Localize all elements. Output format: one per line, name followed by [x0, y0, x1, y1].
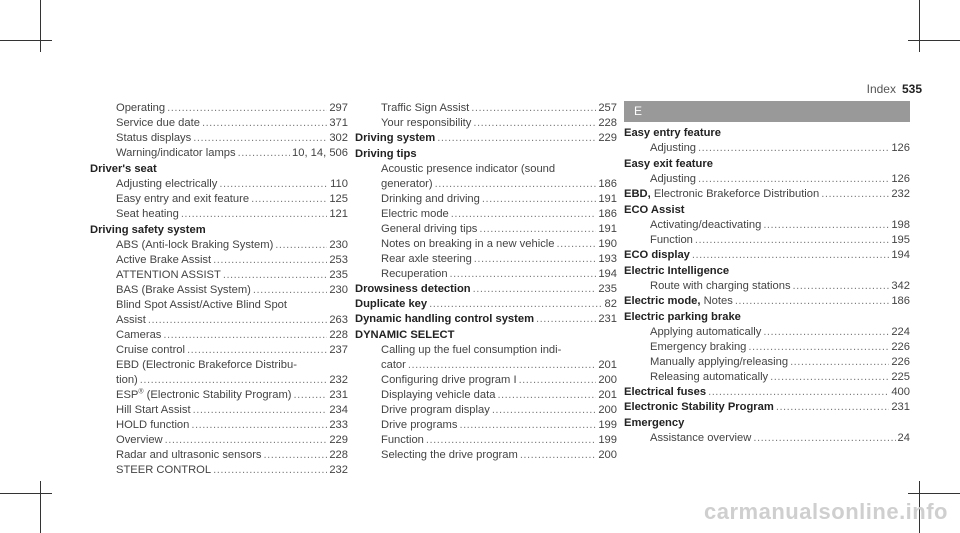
page-ref[interactable]: 230	[329, 239, 348, 251]
dot-leader	[193, 403, 328, 418]
page-ref[interactable]: 200	[598, 404, 617, 416]
dot-leader	[451, 207, 597, 222]
entry-term: EBD,	[624, 188, 651, 200]
entry-subterm: Notes	[700, 295, 733, 307]
entry-term: Duplicate key	[355, 298, 428, 310]
page-number: 535	[901, 82, 922, 96]
entry-term: Electrical fuses	[624, 386, 707, 398]
index-heading-entry[interactable]	[355, 297, 617, 312]
index-entry[interactable]	[90, 283, 348, 298]
crop-mark	[919, 0, 920, 52]
dot-leader	[698, 141, 889, 156]
page-ref[interactable]: 126	[891, 142, 910, 154]
index-heading-entry[interactable]	[624, 294, 910, 309]
index-heading: Electric parking brake	[624, 311, 741, 323]
index-column-2	[355, 101, 617, 463]
index-entry[interactable]	[90, 268, 348, 283]
index-entry[interactable]	[355, 388, 617, 403]
index-heading-entry[interactable]	[355, 312, 617, 327]
dot-leader	[191, 418, 327, 433]
index-entry[interactable]	[624, 233, 910, 248]
entry-term: Route with charging stations	[650, 280, 791, 292]
page-ref[interactable]: 225	[891, 371, 910, 383]
index-heading-entry[interactable]	[624, 385, 910, 400]
index-entry[interactable]	[624, 172, 910, 187]
entry-term: Notes on breaking in a new vehicle	[381, 238, 555, 250]
dot-leader	[251, 192, 327, 207]
crop-mark	[0, 40, 52, 41]
dot-leader	[437, 131, 596, 146]
index-heading: Easy entry feature	[624, 127, 722, 139]
index-entry[interactable]	[624, 431, 910, 446]
dot-leader	[793, 279, 890, 294]
page-ref[interactable]: 232	[329, 374, 348, 386]
entry-term: Drinking and driving	[381, 193, 480, 205]
index-entry[interactable]	[355, 116, 617, 131]
dot-leader	[219, 177, 328, 192]
page-ref[interactable]: 302	[329, 132, 348, 144]
dot-leader	[474, 252, 597, 267]
page-ref[interactable]: 229	[329, 434, 348, 446]
dot-leader	[181, 207, 328, 222]
entry-term: Your responsibility	[381, 117, 472, 129]
entry-term: Status displays	[116, 132, 192, 144]
entry-term: ATTENTION ASSIST	[116, 269, 221, 281]
index-entry[interactable]	[90, 433, 348, 448]
page-ref[interactable]: 121	[329, 208, 348, 220]
dot-leader	[473, 116, 596, 131]
entry-term: Overview	[116, 434, 163, 446]
index-heading-entry[interactable]	[624, 187, 910, 202]
entry-term: Emergency braking	[650, 341, 747, 353]
entry-term: Seat heating	[116, 208, 179, 220]
index-heading: Driving safety system	[90, 224, 206, 236]
dot-leader	[698, 172, 889, 187]
index-entry[interactable]	[624, 279, 910, 294]
index-entry[interactable]	[90, 343, 348, 358]
index-entry[interactable]	[355, 252, 617, 267]
page-ref[interactable]: 82	[604, 298, 617, 310]
page-ref[interactable]: 201	[598, 359, 617, 371]
index-column-3	[624, 101, 910, 446]
index-entry[interactable]	[624, 141, 910, 156]
dot-leader	[473, 282, 597, 297]
index-entry[interactable]	[90, 101, 348, 116]
entry-term: Adjusting	[650, 173, 697, 185]
index-entry[interactable]	[355, 101, 617, 116]
page-ref[interactable]: 228	[329, 329, 348, 341]
page-ref[interactable]: 230	[329, 284, 348, 296]
index-entry[interactable]	[90, 418, 348, 433]
index-entry-line: Calling up the fuel consumption indi-	[381, 344, 562, 356]
dot-leader	[165, 433, 328, 448]
page-header	[867, 82, 922, 96]
dot-leader	[223, 268, 327, 283]
page-ref[interactable]: 10, 14, 506	[292, 147, 348, 159]
index-entry[interactable]	[624, 355, 910, 370]
page-ref[interactable]: 233	[329, 419, 348, 431]
section-letter: E	[624, 101, 910, 122]
entry-term: ESP® (Electronic Stability Program)	[116, 388, 292, 401]
dot-leader	[148, 313, 327, 328]
entry-term: Hill Start Assist	[116, 404, 191, 416]
page-ref[interactable]: 125	[329, 193, 348, 205]
entry-term: Assistance overview	[650, 432, 752, 444]
entry-term: tion)	[116, 374, 138, 386]
entry-term: General driving tips	[381, 223, 478, 235]
index-entry[interactable]	[90, 388, 348, 403]
dot-leader	[408, 358, 596, 373]
entry-term: Adjusting electrically	[116, 178, 218, 190]
crop-mark	[40, 481, 41, 533]
page-ref[interactable]: 231	[329, 389, 348, 401]
page-ref[interactable]: 226	[891, 356, 910, 368]
index-entry[interactable]	[355, 192, 617, 207]
page-ref[interactable]: 226	[891, 341, 910, 353]
page-ref[interactable]: 235	[329, 269, 348, 281]
page-ref[interactable]: 193	[598, 253, 617, 265]
dot-leader	[435, 177, 597, 192]
dot-leader	[692, 248, 889, 263]
page-ref[interactable]: 229	[598, 132, 617, 144]
entry-term: Rear axle steering	[381, 253, 472, 265]
entry-term: Service due date	[116, 117, 200, 129]
index-entry[interactable]	[90, 131, 348, 146]
entry-term: Cameras	[116, 329, 162, 341]
dot-leader	[482, 192, 596, 207]
index-heading: Emergency	[624, 417, 685, 429]
index-entry[interactable]	[90, 192, 348, 207]
entry-term: Displaying vehicle data	[381, 389, 496, 401]
entry-term: ABS (Anti-lock Braking System)	[116, 239, 274, 251]
page-ref[interactable]: 224	[891, 326, 910, 338]
index-entry-line: EBD (Electronic Brakeforce Distribu-	[116, 359, 297, 371]
dot-leader	[140, 373, 328, 388]
index-entry[interactable]	[90, 463, 348, 478]
dot-leader	[238, 146, 290, 161]
entry-term: Radar and ultrasonic sensors	[116, 449, 262, 461]
index-entry-line: Acoustic presence indicator (sound	[381, 163, 556, 175]
entry-term: Applying automatically	[650, 326, 762, 338]
page-ref[interactable]: 198	[891, 219, 910, 231]
entry-term: Adjusting	[650, 142, 697, 154]
index-entry[interactable]	[90, 253, 348, 268]
entry-term: BAS (Brake Assist System)	[116, 284, 251, 296]
entry-term: Electronic Stability Program	[624, 401, 774, 413]
entry-term: Activating/deactivating	[650, 219, 762, 231]
dot-leader	[253, 283, 327, 298]
entry-term: Drive program display	[381, 404, 490, 416]
entry-term: Selecting the drive program	[381, 449, 518, 461]
dot-leader	[763, 218, 889, 233]
page-ref[interactable]: 263	[329, 314, 348, 326]
index-entry[interactable]	[355, 433, 617, 448]
page-ref[interactable]: 231	[598, 313, 617, 325]
dot-leader	[735, 294, 890, 309]
page-ref[interactable]: 186	[891, 295, 910, 307]
entry-subterm: Electronic Brakeforce Distribution	[650, 188, 820, 200]
index-entry[interactable]	[624, 340, 910, 355]
dot-leader	[264, 448, 328, 463]
page-ref[interactable]: 232	[891, 188, 910, 200]
page-ref[interactable]: 191	[598, 193, 617, 205]
entry-term: Easy entry and exit feature	[116, 193, 250, 205]
entry-term: Driving system	[355, 132, 436, 144]
dot-leader	[167, 101, 327, 116]
index-entry[interactable]	[90, 116, 348, 131]
page-ref[interactable]: 191	[598, 223, 617, 235]
page-ref[interactable]: 186	[598, 178, 617, 190]
page-ref[interactable]: 126	[891, 173, 910, 185]
index-entry[interactable]	[90, 146, 348, 161]
dot-leader	[193, 131, 327, 146]
dot-leader	[557, 237, 597, 252]
page-ref[interactable]: 342	[891, 280, 910, 292]
page-ref[interactable]: 237	[329, 344, 348, 356]
dot-leader	[426, 433, 596, 448]
index-heading: Easy exit feature	[624, 158, 713, 170]
index-heading: DYNAMIC SELECT	[355, 329, 455, 341]
watermark: carmanualsonline.info	[704, 499, 948, 524]
entry-term: STEER CONTROL	[116, 464, 212, 476]
crop-mark	[908, 493, 960, 494]
dot-leader	[748, 340, 889, 355]
index-entry[interactable]	[355, 177, 617, 192]
entry-term: cator	[381, 359, 406, 371]
index-entry[interactable]	[355, 358, 617, 373]
entry-term: Manually applying/releasing	[650, 356, 789, 368]
index-column-1	[90, 101, 348, 478]
entry-term: HOLD function	[116, 419, 190, 431]
crop-mark	[908, 40, 960, 41]
page-ref[interactable]: 400	[891, 386, 910, 398]
index-entry[interactable]	[624, 325, 910, 340]
dot-leader	[213, 463, 327, 478]
entry-term: Active Brake Assist	[116, 254, 212, 266]
page-ref[interactable]: 190	[598, 238, 617, 250]
dot-leader	[753, 431, 895, 446]
page-ref[interactable]: 232	[329, 464, 348, 476]
crop-mark	[0, 493, 52, 494]
index-entry[interactable]	[355, 373, 617, 388]
index-entry[interactable]	[90, 238, 348, 253]
index-entry[interactable]	[90, 313, 348, 328]
page-ref[interactable]: 194	[891, 249, 910, 261]
entry-term: Drive programs	[381, 419, 458, 431]
dot-leader	[202, 116, 327, 131]
page-ref[interactable]: 253	[329, 254, 348, 266]
entry-term: Drowsiness detection	[355, 283, 471, 295]
index-entry[interactable]	[355, 207, 617, 222]
dot-leader	[187, 343, 327, 358]
entry-term: Warning/indicator lamps	[116, 147, 236, 159]
index-entry[interactable]	[90, 373, 348, 388]
page-ref[interactable]: 235	[598, 283, 617, 295]
index-entry[interactable]	[624, 370, 910, 385]
index-heading-entry[interactable]	[624, 400, 910, 415]
index-heading: Electric Intelligence	[624, 265, 730, 277]
dot-leader	[492, 403, 597, 418]
index-entry[interactable]	[90, 448, 348, 463]
dot-leader	[459, 418, 596, 433]
index-heading: Driver's seat	[90, 163, 157, 175]
dot-leader	[536, 312, 596, 327]
index-heading-entry[interactable]	[355, 282, 617, 297]
entry-term: Assist	[116, 314, 146, 326]
page-ref[interactable]: 199	[598, 434, 617, 446]
dot-leader	[479, 222, 596, 237]
index-entry[interactable]	[355, 418, 617, 433]
entry-term: Function	[381, 434, 424, 446]
crop-mark	[40, 0, 41, 52]
entry-term: Function	[650, 234, 693, 246]
page-ref[interactable]: 201	[598, 389, 617, 401]
entry-term: Traffic Sign Assist	[381, 102, 470, 114]
index-entry[interactable]	[90, 177, 348, 192]
index-entry[interactable]	[355, 222, 617, 237]
page-ref[interactable]: 199	[598, 419, 617, 431]
page-ref[interactable]: 200	[598, 449, 617, 461]
dot-leader	[213, 253, 327, 268]
page-ref[interactable]: 228	[329, 449, 348, 461]
dot-leader	[429, 297, 602, 312]
page-ref[interactable]: 195	[891, 234, 910, 246]
page-ref[interactable]: 200	[598, 374, 617, 386]
dot-leader	[275, 238, 327, 253]
index-heading-entry[interactable]	[624, 248, 910, 263]
dot-leader	[708, 385, 889, 400]
index-heading: ECO Assist	[624, 204, 685, 216]
page-ref[interactable]: 228	[598, 117, 617, 129]
dot-leader	[294, 388, 328, 403]
header-label: Index	[866, 82, 896, 96]
index-entry[interactable]	[355, 403, 617, 418]
page-ref[interactable]: 234	[329, 404, 348, 416]
index-entry[interactable]	[355, 448, 617, 463]
dot-leader	[770, 370, 889, 385]
index-entry[interactable]	[90, 207, 348, 222]
index-entry-line: Blind Spot Assist/Active Blind Spot	[116, 299, 288, 311]
entry-term: generator)	[381, 178, 433, 190]
page-ref[interactable]: 194	[598, 268, 617, 280]
page-ref[interactable]: 371	[329, 117, 348, 129]
dot-leader	[763, 325, 889, 340]
page-ref[interactable]: 24	[897, 432, 910, 444]
dot-leader	[821, 187, 889, 202]
page-ref[interactable]: 297	[329, 102, 348, 114]
dot-leader	[497, 388, 596, 403]
entry-term: Configuring drive program I	[381, 374, 517, 386]
index-entry[interactable]	[355, 267, 617, 282]
page-ref[interactable]: 186	[598, 208, 617, 220]
entry-term: Electric mode,	[624, 295, 701, 307]
index-entry[interactable]	[90, 328, 348, 343]
index-heading: Driving tips	[355, 148, 417, 160]
dot-leader	[471, 101, 596, 116]
page-ref[interactable]: 257	[598, 102, 617, 114]
dot-leader	[520, 448, 597, 463]
entry-term: Dynamic handling control system	[355, 313, 535, 325]
index-heading-entry[interactable]	[355, 131, 617, 146]
index-entry[interactable]	[624, 218, 910, 233]
index-entry[interactable]	[355, 237, 617, 252]
dot-leader	[790, 355, 889, 370]
page-ref[interactable]: 110	[330, 178, 348, 190]
page-ref[interactable]: 231	[891, 401, 910, 413]
entry-term: Recuperation	[381, 268, 448, 280]
dot-leader	[450, 267, 597, 282]
entry-term: Releasing automatically	[650, 371, 769, 383]
dot-leader	[519, 373, 597, 388]
index-entry[interactable]	[90, 403, 348, 418]
dot-leader	[695, 233, 889, 248]
dot-leader	[163, 328, 327, 343]
entry-term: ECO display	[624, 249, 690, 261]
entry-term: Cruise control	[116, 344, 186, 356]
dot-leader	[776, 400, 889, 415]
entry-term: Operating	[116, 102, 166, 114]
entry-term: Electric mode	[381, 208, 449, 220]
